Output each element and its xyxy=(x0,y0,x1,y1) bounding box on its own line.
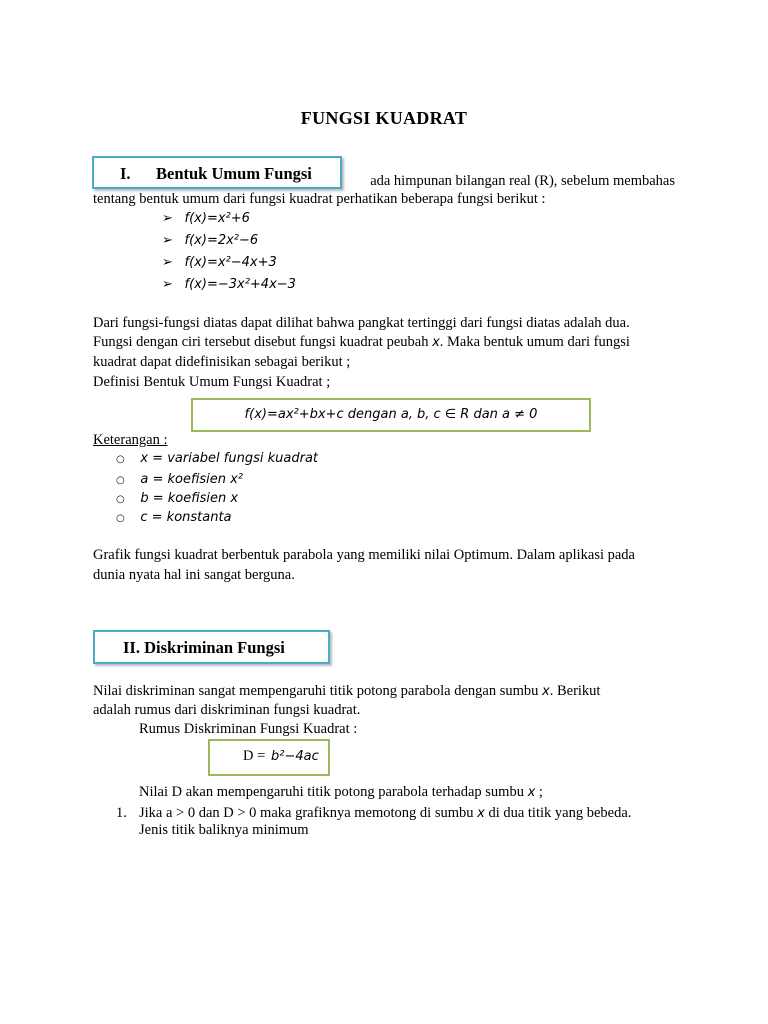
para2-line1: Grafik fungsi kuadrat berbentuk parabola yang memiliki nilai Optimum. Dalam aplikasi pada xyxy=(93,547,635,563)
hollow-circle-bullet-icon: ○ xyxy=(116,494,125,505)
keterangan-item xyxy=(116,509,232,526)
para1-line2-tail: . Maka bentuk umum dari fungsi xyxy=(439,334,630,350)
item1-variable: x xyxy=(477,806,485,821)
section2-line1-text: Nilai diskriminan sangat mempengaruhi titik potong parabola dengan sumbu xyxy=(93,683,539,699)
arrowhead-bullet-icon: ➢ xyxy=(162,233,173,248)
arrowhead-bullet-icon: ➢ xyxy=(162,277,173,292)
para2-line2: dunia nyata hal ini sangat berguna. xyxy=(93,567,295,583)
example-formula: f(x)=2x²−6 xyxy=(184,233,259,248)
example-formula: f(x)=x²+6 xyxy=(184,211,250,226)
discriminant-formula-box xyxy=(208,739,330,776)
keterangan-label xyxy=(93,432,167,449)
section1-heading-box xyxy=(92,156,342,189)
section2-line1 xyxy=(93,683,675,700)
discriminant-rhs: b²−4ac xyxy=(271,749,319,764)
discriminant-lhs: D = xyxy=(243,748,266,764)
para1-line3: kuadrat dapat didefinisikan sebagai berikut ; xyxy=(93,354,351,370)
keterangan-item xyxy=(116,450,318,467)
definition-label: Definisi Bentuk Umum Fungsi Kuadrat ; xyxy=(93,374,331,390)
arrowhead-bullet-icon: ➢ xyxy=(162,211,173,226)
page-title: FUNGSI KUADRAT xyxy=(300,108,468,128)
item1-line1 xyxy=(139,805,675,822)
definition-formula-box xyxy=(191,398,591,432)
example-formula: f(x)=x²−4x+3 xyxy=(184,255,277,270)
para1-variable: x xyxy=(432,335,440,350)
keterangan-item xyxy=(116,471,243,488)
definition-formula: f(x)=ax²+bx+c dengan a, b, c ∈ R dan a ≠ 0 xyxy=(244,407,538,422)
item1-line1-text: Jika a > 0 dan D > 0 maka grafiknya memotong di sumbu xyxy=(139,805,474,821)
nilai-variable: x xyxy=(527,785,536,800)
section1-intro-line2: tentang bentuk umum dari fungsi kuadrat perhatikan beberapa fungsi berikut : xyxy=(93,191,546,207)
item1-line1-tail: di dua titik yang bebeda. xyxy=(488,805,632,821)
example-formula: f(x)=−3x²+4x−3 xyxy=(184,277,296,292)
keterangan-label-text: Keterangan : xyxy=(93,432,168,448)
section2-heading: II. Diskriminan Fungsi xyxy=(123,638,285,657)
section1-number: I. xyxy=(120,164,131,183)
keterangan-item xyxy=(116,490,238,507)
para1-line2-text: Fungsi dengan ciri tersebut disebut fungsi kuadrat peubah xyxy=(93,334,429,350)
section2-line1-tail: . Berikut xyxy=(549,683,601,699)
item1-number: 1. xyxy=(116,805,127,821)
arrowhead-bullet-icon: ➢ xyxy=(162,255,173,270)
para1-line2 xyxy=(93,334,675,351)
section2-heading-box xyxy=(93,630,330,664)
hollow-circle-bullet-icon: ○ xyxy=(116,454,125,465)
keterangan-text: x = variabel fungsi kuadrat xyxy=(140,451,319,466)
nilai-text: Nilai D akan mempengaruhi titik potong parabola terhadap sumbu xyxy=(139,784,524,800)
example-item xyxy=(162,210,250,227)
item1-line2: Jenis titik baliknya minimum xyxy=(139,822,309,838)
keterangan-text: c = konstanta xyxy=(140,510,232,525)
section1-intro-tail: ada himpunan bilangan real (R), sebelum membahas xyxy=(370,173,675,189)
nilai-line xyxy=(139,784,543,801)
section2-line2: adalah rumus dari diskriminan fungsi kuadrat. xyxy=(93,702,361,718)
example-item xyxy=(162,276,296,293)
para1-line1: Dari fungsi-fungsi diatas dapat dilihat bahwa pangkat tertinggi dari fungsi diatas adalah dua. xyxy=(93,315,630,331)
nilai-end: ; xyxy=(538,784,543,800)
rumus-label: Rumus Diskriminan Fungsi Kuadrat : xyxy=(139,721,358,737)
example-item xyxy=(162,254,277,271)
hollow-circle-bullet-icon: ○ xyxy=(116,475,125,486)
keterangan-text: a = koefisien x² xyxy=(140,472,244,487)
hollow-circle-bullet-icon: ○ xyxy=(116,513,125,524)
keterangan-text: b = koefisien x xyxy=(140,491,239,506)
section2-variable: x xyxy=(542,684,550,699)
section1-heading: Bentuk Umum Fungsi xyxy=(156,164,312,183)
example-item xyxy=(162,232,258,249)
